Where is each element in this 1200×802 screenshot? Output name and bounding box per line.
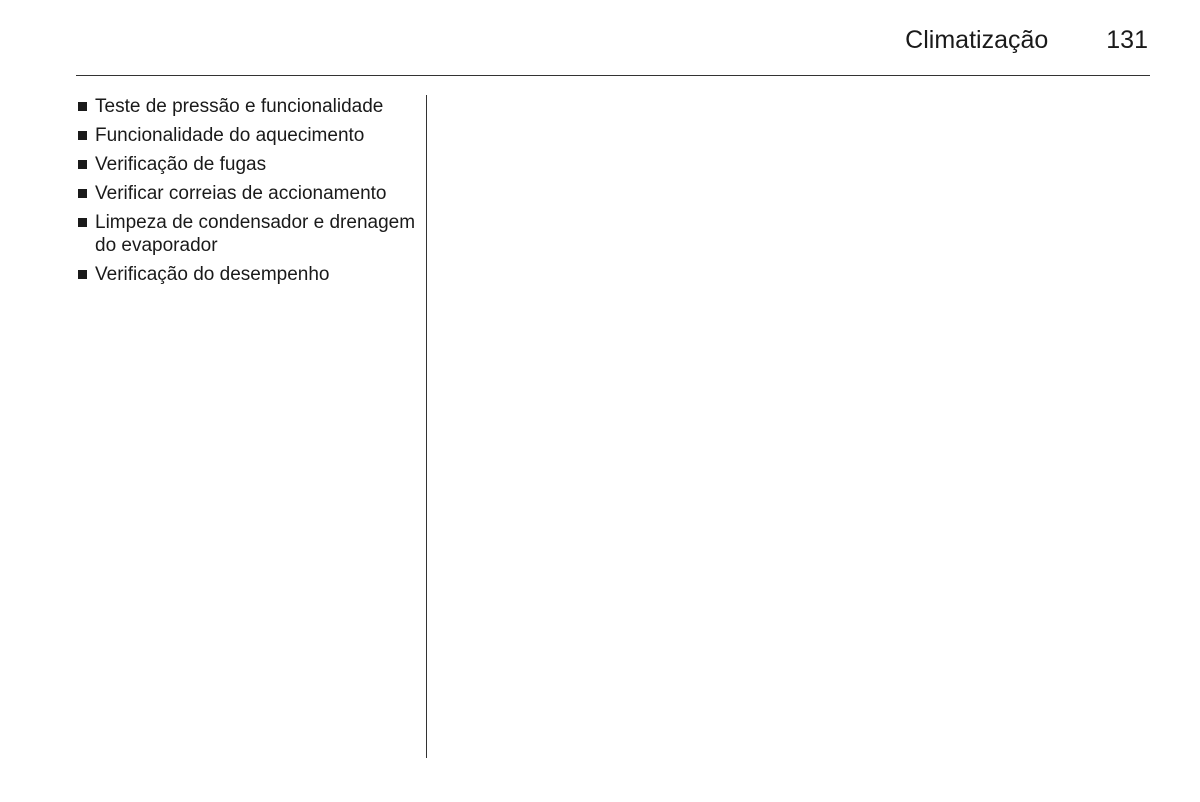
square-bullet-icon [78,218,87,227]
square-bullet-icon [78,160,87,169]
list-item [78,182,418,205]
list-item [78,153,418,176]
page-number: 131 [1106,26,1148,54]
list-item-text: Limpeza de condensador e drenagem do evaporador [95,212,416,256]
column-divider [426,95,427,758]
list-item-text: Verificação do desempenho [95,264,330,285]
list-item [78,124,418,147]
header-divider [76,75,1150,76]
square-bullet-icon [78,270,87,279]
list-item [78,95,418,118]
page-header [905,24,1148,56]
square-bullet-icon [78,102,87,111]
list-item-text: Verificação de fugas [95,154,267,175]
maintenance-checklist [78,95,418,292]
list-item-text: Verificar correias de accionamento [95,183,387,204]
square-bullet-icon [78,131,87,140]
list-item [78,211,418,257]
section-title: Climatização [905,26,1049,54]
list-item-text: Funcionalidade do aquecimento [95,125,365,146]
list-item [78,263,418,286]
square-bullet-icon [78,189,87,198]
list-item-text: Teste de pressão e funcionalidade [95,96,384,117]
